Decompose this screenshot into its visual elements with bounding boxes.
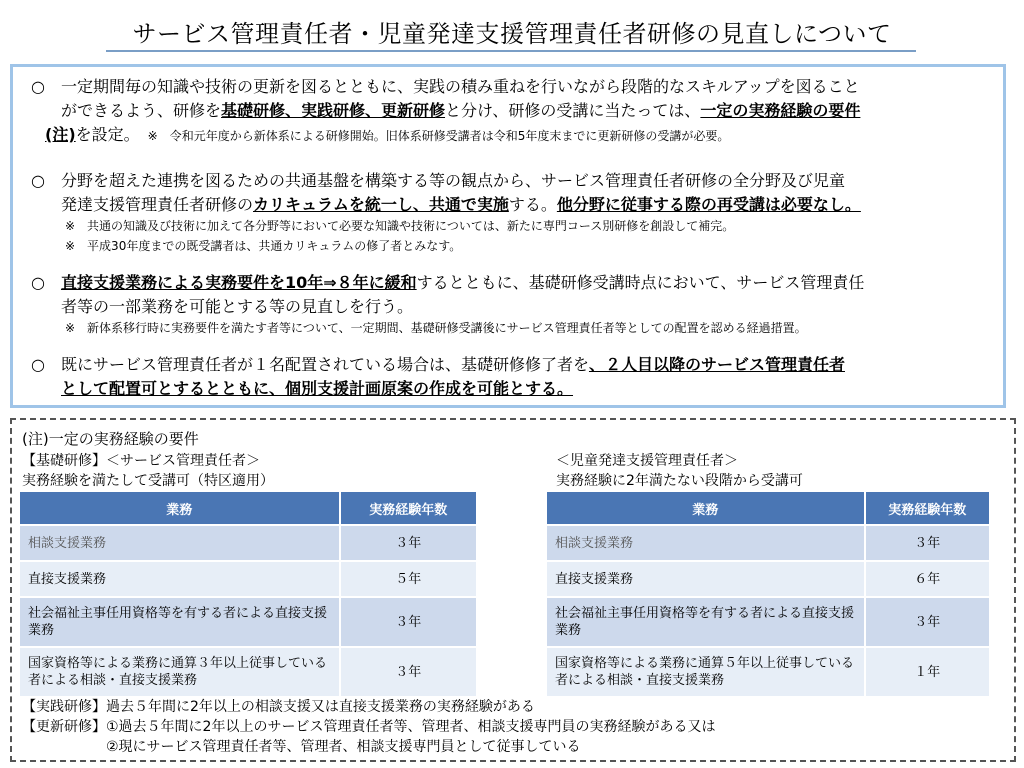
table-row [546, 597, 990, 647]
table-header-row [546, 491, 990, 525]
left-table-subtitle: 実務経験を満たして受講可（特区適用） [22, 473, 274, 489]
left-table-label: 【基礎研修】＜サービス管理責任者＞ [22, 453, 260, 469]
bullet-3-note: ※ 新体系移行時に実務要件を満たす者等について、一定期間、基礎研修受講後にサービス管理責任者等としての配置を認める経過措置。 [65, 321, 807, 335]
table-row [546, 561, 990, 597]
bullet-1-line-2: ができるよう、研修を基礎研修、実践研修、更新研修と分け、研修の受講に当たっては、一定の実務経験の要件 [61, 101, 861, 120]
task-cell: 国家資格等による業務に通算５年以上従事している者による相談・直接支援業務 [546, 647, 865, 697]
renewal-training-requirement-1: 【更新研修】①過去５年間に2年以上のサービス管理責任者等、管理者、相談支援専門員の実務経験がある又は [22, 719, 716, 735]
renewal-training-requirement-2: ②現にサービス管理責任者等、管理者、相談支援専門員として従事している [106, 739, 581, 755]
requirements-heading: (注)一定の実務経験の要件 [22, 430, 199, 448]
bullet-4-line-1: ○ 既にサービス管理責任者が１名配置されている場合は、基礎研修修了者を、２人目以降のサービス管理責任者 [31, 355, 845, 374]
curriculum-emphasis: カリキュラムを統一し、共通で実施 [253, 195, 509, 214]
bullet-1-note: ※ 令和元年度から新体系による研修開始。旧体系研修受講者は令和5年度末までに更新研修の受講が必要。 [147, 129, 730, 143]
task-cell: 相談支援業務 [19, 525, 340, 561]
years-cell: ３年 [865, 525, 991, 561]
bullet-1 [31, 75, 860, 148]
years-cell: ５年 [340, 561, 477, 597]
table-row [19, 525, 477, 561]
bullet-4 [31, 353, 845, 401]
table-row [19, 597, 477, 647]
summary-box [10, 64, 1006, 408]
right-table-subtitle: 実務経験に2年満たない段階から受講可 [556, 473, 803, 489]
right-requirements-table [545, 490, 991, 698]
requirement-relaxation-emphasis: 直接支援業務による実務要件を10年⇒８年に緩和 [60, 273, 417, 292]
bullet-3-line-1: ○ 直接支援業務による実務要件を10年⇒８年に緩和するとともに、基礎研修受講時点において、サービス管理責任 [31, 273, 865, 292]
bullet-1-line-3: (注)を設定。 ※ 令和元年度から新体系による研修開始。旧体系研修受講者は令和5年度末までに更新研修の受講が必要。 [45, 125, 730, 144]
task-cell: 国家資格等による業務に通算３年以上従事している者による相談・直接支援業務 [19, 647, 340, 697]
table-row [19, 647, 477, 697]
bullet-4-line-2: として配置可とするとともに、個別支援計画原案の作成を可能とする。 [61, 379, 574, 398]
years-cell: ３年 [340, 647, 477, 697]
years-cell: ３年 [340, 525, 477, 561]
no-retake-emphasis: 他分野に従事する際の再受講は必要なし。 [556, 195, 861, 214]
years-cell: ３年 [340, 597, 477, 647]
column-header-task: 業務 [546, 491, 865, 525]
bullet-3-line-2: 者等の一部業務を可能とする等の見直しを行う。 [61, 297, 414, 316]
task-cell: 相談支援業務 [546, 525, 865, 561]
task-cell: 社会福祉主事任用資格等を有する者による直接支援業務 [546, 597, 865, 647]
table-row [546, 525, 990, 561]
years-cell: ３年 [865, 597, 991, 647]
practice-training-requirement: 【実践研修】過去５年間に2年以上の相談支援又は直接支援業務の実務経験がある [22, 699, 535, 715]
note-reference: (注) [45, 125, 76, 144]
years-cell: ６年 [865, 561, 991, 597]
column-header-years: 実務経験年数 [865, 491, 991, 525]
left-requirements-table [18, 490, 478, 698]
task-cell: 直接支援業務 [19, 561, 340, 597]
page-title: サービス管理責任者・児童発達支援管理責任者研修の見直しについて [132, 20, 892, 48]
table-row [19, 561, 477, 597]
bullet-2-note-1: ※ 共通の知識及び技術に加えて各分野等において必要な知識や技術については、新たに専門コース別研修を創設して補完。 [65, 219, 735, 233]
right-table-label: ＜児童発達支援管理責任者＞ [556, 453, 738, 469]
second-manager-emphasis: 、２人目以降のサービス管理責任者 [588, 355, 845, 374]
bullet-2-line-2: 発達支援管理責任者研修のカリキュラムを統一し、共通で実施する。他分野に従事する際の再受講は必要なし。 [61, 195, 861, 214]
years-cell: １年 [865, 647, 991, 697]
bullet-2 [31, 169, 861, 217]
column-header-task: 業務 [19, 491, 340, 525]
task-cell: 直接支援業務 [546, 561, 865, 597]
title-underline [106, 50, 916, 52]
bullet-2-line-1: ○ 分野を超えた連携を図るための共通基盤を構築する等の観点から、サービス管理責任者研修の全分野及び児童 [31, 171, 845, 190]
bullet-2-note-2: ※ 平成30年度までの既受講者は、共通カリキュラムの修了者とみなす。 [65, 239, 462, 253]
experience-requirement-emphasis: 一定の実務経験の要件 [700, 101, 861, 120]
table-row [546, 647, 990, 697]
training-types-emphasis: 基礎研修、実践研修、更新研修 [221, 101, 446, 120]
column-header-years: 実務経験年数 [340, 491, 477, 525]
bullet-1-line-1: ○ 一定期間毎の知識や技術の更新を図るとともに、実践の積み重ねを行いながら段階的なスキルアップを図ること [31, 77, 860, 96]
task-cell: 社会福祉主事任用資格等を有する者による直接支援業務 [19, 597, 340, 647]
table-header-row [19, 491, 477, 525]
requirements-box [10, 418, 1016, 762]
bullet-3 [31, 271, 864, 319]
